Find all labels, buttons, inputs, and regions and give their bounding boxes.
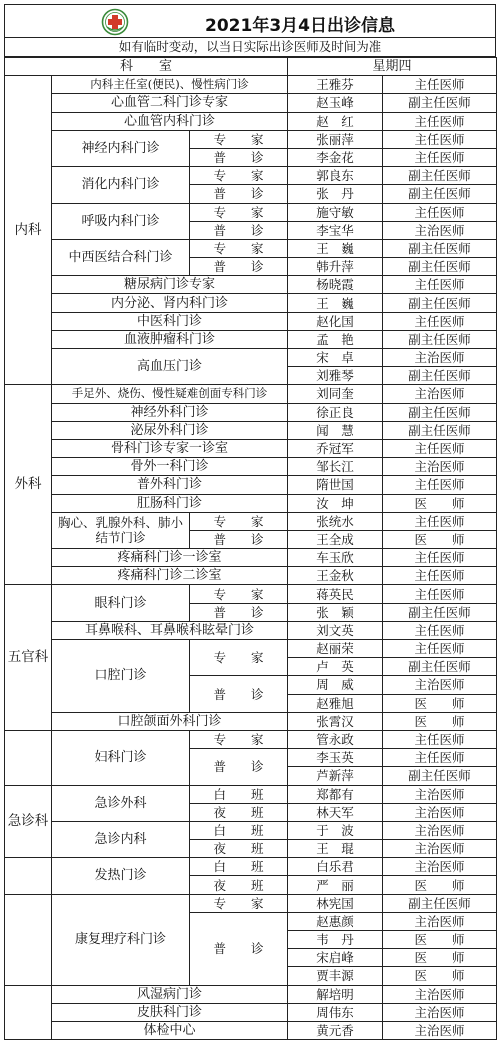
table-row [5,403,497,421]
table-row [5,640,497,658]
clinic-type: 普 诊 [190,749,288,785]
doctor-name: 徐正良 [288,403,383,421]
dept-name: 妇科门诊 [52,730,190,785]
doctor-name: 张统水 [288,512,383,530]
doctor-title: 副主任医师 [383,658,497,676]
doctor-title: 主任医师 [383,640,497,658]
doctor-title: 主治医师 [383,1021,497,1039]
dept-name: 泌尿外科门诊 [52,421,288,439]
doctor-name: 解培明 [288,985,383,1003]
table-row [5,203,497,221]
doctor-name: 王 巍 [288,294,383,312]
doctor-title: 主任医师 [383,549,497,567]
doctor-title: 主治医师 [383,676,497,694]
dept-name: 骨科门诊专家一诊室 [52,439,288,457]
doctor-title: 主任医师 [383,312,497,330]
table-row [5,1003,497,1021]
doctor-name: 王全成 [288,530,383,548]
table-row [5,294,497,312]
header-row [5,58,497,76]
doctor-name: 刘同奎 [288,385,383,403]
doctor-name: 赵 红 [288,112,383,130]
doctor-name: 王雅芬 [288,76,383,94]
dept-name: 皮肤科门诊 [52,1003,288,1021]
doctor-title: 主任医师 [383,76,497,94]
doctor-name: 郑都有 [288,785,383,803]
clinic-type: 夜 班 [190,840,288,858]
doctor-name: 郭良东 [288,167,383,185]
section-label [5,730,52,785]
doctor-title: 医 师 [383,712,497,730]
section-label: 急诊科 [5,785,52,858]
doctor-name: 蒋英民 [288,585,383,603]
doctor-title: 主任医师 [383,730,497,748]
notice-text: 如有临时变动，以当日实际出诊医师及时间为准 [4,38,496,57]
doctor-name: 宋 卓 [288,349,383,367]
doctor-name: 汝 坤 [288,494,383,512]
table-row [5,858,497,876]
dept-name: 手足外、烧伤、慢性疑难创面专科门诊 [52,385,288,403]
doctor-title: 主任医师 [383,439,497,457]
clinic-type: 普 诊 [190,148,288,166]
dept-name: 高血压门诊 [52,349,288,385]
doctor-title: 主任医师 [383,567,497,585]
doctor-name: 周 威 [288,676,383,694]
clinic-type: 白 班 [190,821,288,839]
clinic-type: 白 班 [190,858,288,876]
dept-name: 神经外科门诊 [52,403,288,421]
clinic-type: 专 家 [190,894,288,912]
clinic-type: 普 诊 [190,530,288,548]
clinic-type: 专 家 [190,239,288,257]
dept-name: 普外科门诊 [52,476,288,494]
clinic-type: 普 诊 [190,258,288,276]
table-row [5,276,497,294]
doctor-title: 副主任医师 [383,330,497,348]
section-label: 五官科 [5,585,52,731]
doctor-title: 主治医师 [383,1003,497,1021]
doctor-name: 车玉欣 [288,549,383,567]
table-row [5,458,497,476]
doctor-title: 副主任医师 [383,294,497,312]
dept-name: 神经内科门诊 [52,130,190,166]
dept-name: 疼痛科门诊一诊室 [52,549,288,567]
header-bar [4,4,496,38]
doctor-title: 医 师 [383,967,497,985]
section-label [5,858,52,894]
doctor-name: 乔冠军 [288,439,383,457]
doctor-name: 张霄汉 [288,712,383,730]
dept-name: 风湿病门诊 [52,985,288,1003]
doctor-title: 主治医师 [383,785,497,803]
section-label: 外科 [5,385,52,585]
doctor-title: 医 师 [383,931,497,949]
doctor-name: 于 波 [288,821,383,839]
table-row [5,585,497,603]
doctor-name: 王 琨 [288,840,383,858]
dept-name: 内分泌、肾内科门诊 [52,294,288,312]
table-row [5,239,497,257]
clinic-type: 专 家 [190,730,288,748]
doctor-name: 林天军 [288,803,383,821]
hospital-logo-icon [101,8,129,36]
doctor-title: 主任医师 [383,512,497,530]
doctor-name: 管永政 [288,730,383,748]
table-row [5,549,497,567]
doctor-title: 副主任医师 [383,421,497,439]
doctor-name: 王金秋 [288,567,383,585]
doctor-title: 主任医师 [383,203,497,221]
doctor-title: 医 师 [383,694,497,712]
doctor-name: 张 丹 [288,185,383,203]
doctor-name: 贾丰源 [288,967,383,985]
table-row [5,312,497,330]
doctor-title: 副主任医师 [383,94,497,112]
doctor-name: 赵惠颜 [288,912,383,930]
table-row [5,439,497,457]
clinic-type: 专 家 [190,130,288,148]
doctor-name: 周伟东 [288,1003,383,1021]
dept-name: 心血管二科门诊专家 [52,94,288,112]
doctor-title: 主任医师 [383,276,497,294]
doctor-title: 主治医师 [383,221,497,239]
doctor-title: 副主任医师 [383,603,497,621]
table-row [5,621,497,639]
doctor-name: 邹长江 [288,458,383,476]
section-label: 内科 [5,76,52,385]
dept-name: 内科主任室(便民)、慢性病门诊 [52,76,288,94]
clinic-type: 专 家 [190,512,288,530]
dept-name: 眼科门诊 [52,585,190,621]
dept-name: 急诊内科 [52,821,190,857]
doctor-name: 李玉英 [288,749,383,767]
dept-name: 中医科门诊 [52,312,288,330]
table-row [5,730,497,748]
doctor-name: 李宝华 [288,221,383,239]
doctor-title: 副主任医师 [383,167,497,185]
doctor-name: 卢 英 [288,658,383,676]
table-row [5,1021,497,1039]
doctor-title: 主任医师 [383,749,497,767]
doctor-title: 主任医师 [383,476,497,494]
doctor-title: 主任医师 [383,130,497,148]
doctor-name: 赵丽荣 [288,640,383,658]
clinic-type: 普 诊 [190,185,288,203]
clinic-type: 白 班 [190,785,288,803]
table-row [5,476,497,494]
clinic-type: 普 诊 [190,676,288,712]
table-row [5,821,497,839]
doctor-title: 医 师 [383,494,497,512]
doctor-title: 主治医师 [383,840,497,858]
doctor-title: 副主任医师 [383,403,497,421]
table-row [5,76,497,94]
dept-name: 口腔门诊 [52,640,190,713]
doctor-title: 主治医师 [383,821,497,839]
doctor-name: 赵雅旭 [288,694,383,712]
doctor-name: 施守敏 [288,203,383,221]
header-day: 星期四 [288,58,497,76]
doctor-title: 副主任医师 [383,767,497,785]
schedule-table [4,57,497,1040]
doctor-name: 芦新萍 [288,767,383,785]
table-row [5,112,497,130]
doctor-name: 王 巍 [288,239,383,257]
dept-name: 血液肿瘤科门诊 [52,330,288,348]
dept-name: 急诊外科 [52,785,190,821]
header-dept: 科 室 [5,58,288,76]
clinic-type: 普 诊 [190,912,288,985]
doctor-name: 隋世国 [288,476,383,494]
table-row [5,130,497,148]
doctor-title: 主治医师 [383,803,497,821]
doctor-title: 主任医师 [383,585,497,603]
dept-name: 发热门诊 [52,858,190,894]
dept-name: 体检中心 [52,1021,288,1039]
dept-name: 骨外一科门诊 [52,458,288,476]
table-row [5,330,497,348]
doctor-title: 医 师 [383,876,497,894]
doctor-title: 主治医师 [383,349,497,367]
page-title: 2021年3月4日出诊信息 [205,16,395,36]
doctor-title: 副主任医师 [383,367,497,385]
doctor-title: 主任医师 [383,112,497,130]
dept-name: 口腔颌面外科门诊 [52,712,288,730]
dept-name: 心血管内科门诊 [52,112,288,130]
table-row [5,512,497,530]
dept-name: 呼吸内科门诊 [52,203,190,239]
doctor-name: 赵化国 [288,312,383,330]
section-label [5,985,52,1040]
table-row [5,385,497,403]
clinic-type: 专 家 [190,167,288,185]
dept-name: 糖尿病门诊专家 [52,276,288,294]
doctor-title: 主治医师 [383,985,497,1003]
section-label [5,894,52,985]
doctor-name: 林宪国 [288,894,383,912]
dept-name: 肛肠科门诊 [52,494,288,512]
doctor-title: 副主任医师 [383,185,497,203]
table-row [5,712,497,730]
dept-name: 疼痛科门诊二诊室 [52,567,288,585]
doctor-title: 主治医师 [383,858,497,876]
table-row [5,494,497,512]
doctor-name: 刘文英 [288,621,383,639]
doctor-title: 副主任医师 [383,239,497,257]
doctor-name: 杨晓霞 [288,276,383,294]
clinic-type: 专 家 [190,640,288,676]
doctor-name: 严 丽 [288,876,383,894]
doctor-name: 黄元香 [288,1021,383,1039]
doctor-title: 主治医师 [383,912,497,930]
clinic-type: 专 家 [190,585,288,603]
doctor-name: 赵玉峰 [288,94,383,112]
doctor-title: 副主任医师 [383,258,497,276]
clinic-type: 普 诊 [190,603,288,621]
table-row [5,567,497,585]
doctor-name: 李金花 [288,148,383,166]
table-row [5,985,497,1003]
doctor-name: 韦 丹 [288,931,383,949]
doctor-name: 张丽萍 [288,130,383,148]
doctor-name: 闻 慧 [288,421,383,439]
doctor-title: 主治医师 [383,385,497,403]
clinic-type: 夜 班 [190,803,288,821]
doctor-name: 孟 艳 [288,330,383,348]
table-row [5,894,497,912]
clinic-type: 夜 班 [190,876,288,894]
doctor-title: 主治医师 [383,458,497,476]
table-row [5,421,497,439]
doctor-title: 医 师 [383,530,497,548]
table-row [5,94,497,112]
clinic-type: 专 家 [190,203,288,221]
doctor-title: 医 师 [383,949,497,967]
dept-name: 胸心、乳腺外科、肺小结节门诊 [52,512,190,548]
doctor-title: 主任医师 [383,148,497,166]
dept-name: 耳鼻喉科、耳鼻喉科眩晕门诊 [52,621,288,639]
doctor-name: 张 颖 [288,603,383,621]
table-row [5,349,497,367]
table-row [5,167,497,185]
doctor-name: 韩升萍 [288,258,383,276]
dept-name: 消化内科门诊 [52,167,190,203]
doctor-title: 主任医师 [383,621,497,639]
doctor-title: 副主任医师 [383,894,497,912]
dept-name: 中西医结合科门诊 [52,239,190,275]
clinic-type: 普 诊 [190,221,288,239]
dept-name: 康复理疗科门诊 [52,894,190,985]
doctor-name: 宋启峰 [288,949,383,967]
table-row [5,785,497,803]
doctor-name: 白乐君 [288,858,383,876]
doctor-name: 刘雅琴 [288,367,383,385]
